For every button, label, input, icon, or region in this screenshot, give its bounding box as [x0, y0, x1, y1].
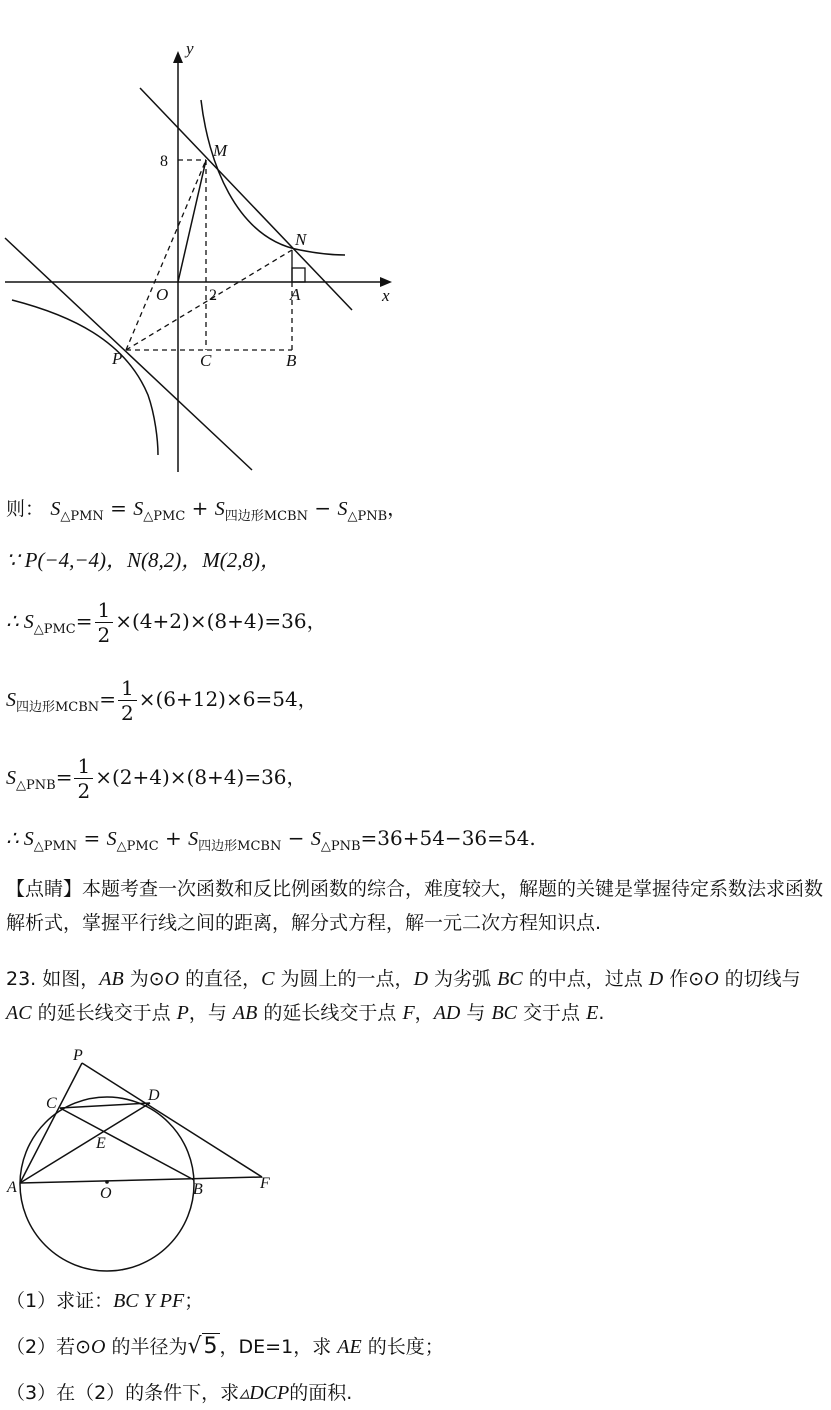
label-e: E	[96, 1135, 106, 1152]
dash-pm	[126, 160, 206, 350]
label-b: B	[286, 351, 297, 370]
coordinate-figure	[0, 40, 410, 480]
circle-figure	[0, 1040, 290, 1272]
part-2: （2）若⊙O 的半径为√5 ，DE=1，求 AE 的长度；	[6, 1334, 444, 1359]
part-3: （3）在（2）的条件下，求▵DCP的面积.	[6, 1382, 353, 1404]
solution-line-6: ∴ $S_{\triangle PMN} = S_{\triangle PMC} + S_{四边形MCBN} - S_{\triangle PNB}=36+54-36=54$.	[6, 826, 536, 854]
label-y: y	[186, 40, 194, 58]
label-o: O	[100, 1185, 112, 1202]
sub-pmn: △PMN	[60, 509, 104, 524]
fraction: $\frac{1}{2}$	[118, 678, 137, 723]
sub-pnb: △PNB	[347, 509, 388, 524]
fraction: $\frac{1}{2}$	[95, 600, 114, 645]
label-d: D	[148, 1087, 160, 1104]
y-arrow	[173, 51, 183, 63]
segment-om	[178, 160, 206, 282]
label-n: N	[295, 230, 307, 249]
label-c: C	[200, 351, 212, 370]
prefix: 则：	[6, 498, 45, 520]
solution-line-4: $S_{四边形MCBN}=$ $\frac{1}{2}$ ×(6+12)×6=54，	[6, 676, 318, 725]
label-p: P	[73, 1047, 83, 1064]
question-23: 23. 如图，AB 为⊙O 的直径，C 为圆上的一点，D 为劣弧 BC 的中点，过点 D 作⊙O 的切线与 AC 的延长线交于点 P，与 AB 的延长线交于点 F，AD 与 BC 交于点 E.	[6, 968, 801, 1024]
label-8: 8	[160, 153, 168, 170]
line-p-tangent	[5, 238, 252, 470]
solution-line-3: ∴ $S_{\triangle PMC}=$ $\frac{1}{2}$ ×(4+2)×(8+4)=36，	[6, 598, 327, 647]
segment-cb	[60, 1108, 194, 1180]
right-angle-mark	[292, 268, 305, 282]
comment-paragraph: 【点睛】本题考查一次函数和反比例函数的综合，难度较大，解题的关键是掌握待定系数法求函数解析式，掌握平行线之间的距离，解分式方程，解一元二次方程知识点.	[6, 878, 824, 934]
center-dot	[105, 1180, 109, 1184]
label-a: A	[7, 1179, 17, 1196]
label-p: P	[112, 349, 123, 368]
circle-o	[20, 1097, 194, 1271]
hyperbola-right	[201, 100, 345, 255]
part-1: （1）求证：BC Y PF；	[6, 1290, 204, 1312]
solution-line-2: ∵ P(−4,−4)，N(8,2)，M(2,8)，	[6, 548, 281, 572]
solution-line-5: $S_{\triangle PNB}=$ $\frac{1}{2}$ ×(2+4)×(8+4)=36，	[6, 754, 307, 803]
segment-af	[20, 1177, 262, 1183]
segment-ad	[20, 1103, 150, 1183]
label-f: F	[260, 1175, 270, 1192]
line-mn	[140, 88, 352, 310]
label-o: O	[156, 285, 169, 304]
sub-pmc: △PMC	[143, 509, 186, 524]
segment-pf	[82, 1063, 262, 1177]
segment-ap	[20, 1063, 82, 1183]
solution-line-1: 则： $S_{\triangle PMN} = S_{\triangle PMC} + S_{四边形MCBN} - S_{\triangle PNB}$，	[6, 496, 408, 524]
hyperbola-left	[12, 300, 158, 455]
label-b: B	[193, 1181, 203, 1198]
sub-quad: 四边形MCBN	[224, 509, 308, 524]
label-a: A	[290, 285, 301, 304]
label-m: M	[213, 141, 228, 160]
label-x: x	[382, 286, 390, 305]
fraction: $\frac{1}{2}$	[74, 756, 93, 801]
sqrt: √5	[187, 1334, 218, 1359]
label-2: 2	[209, 287, 217, 304]
label-c: C	[46, 1095, 57, 1112]
